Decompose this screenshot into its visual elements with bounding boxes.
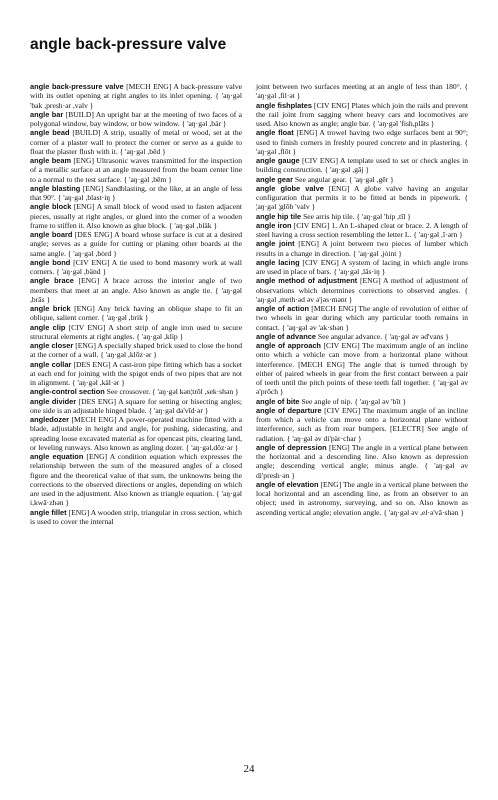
entry-definition: [ENG] A method of adjustment of observations which determines corrections to observed angles. { 'aŋ·gəl ,meth·əd əv ə'jəs·mənt } — [256, 276, 469, 304]
entry-term: angle lacing — [256, 257, 300, 267]
entry-definition: [CIV ENG] A system of lacing in which angle irons are used in place of bars. { 'aŋ·gəl ,lās·iŋ } — [256, 257, 468, 276]
entry-definition: [ENG] The angle in a vertical plane between the horizontal and a descending line. Also known as depression angle; descending vertical angle; minus angle. { 'aŋ·gəl əv di'presh·ən } — [256, 442, 468, 480]
entry-term: angle iron — [256, 220, 292, 230]
entry-term: angle of advance — [256, 331, 316, 341]
entry-term: angle bar — [30, 109, 64, 119]
dictionary-entry — [256, 239, 468, 258]
entry-definition: See angular advance. { 'aŋ·gəl əv əd'vans } — [315, 331, 449, 341]
entry-term: angle clip — [30, 322, 66, 332]
entry-definition: [ENG] A wooden strip, triangular in cross section, which is used to cover the internal — [30, 507, 242, 526]
dictionary-entry — [256, 184, 468, 212]
entry-definition: [CIV ENG] 1. An L-shaped cleat or brace. 2. A length of steel having a cross section resembling the letter L. { 'aŋ·gəl ,ī·ərn } — [256, 220, 468, 239]
entry-term: angle joint — [256, 239, 295, 249]
dictionary-entry — [256, 82, 468, 101]
entry-term: angle bead — [30, 128, 70, 138]
dictionary-entry — [30, 304, 242, 323]
entry-definition: [ENG] The angle in a vertical plane between the local horizontal and an ascending line, as from an observer to an object; used in astronomy, surveying, and so on. Also known as ascending vertical angle; elevation angle. { 'aŋ·gəl əv ,el·ə'vā·shən } — [256, 479, 468, 517]
dictionary-entry — [30, 387, 242, 396]
entry-term: angle board — [30, 230, 73, 239]
entry-definition: [ENG] A trowel having two edge surfaces bent at 90°; used to finish corners in freshly poured concrete and in plastering. { 'aŋ·gəl ,flōt } — [256, 128, 468, 156]
entry-term: angle of depression — [256, 442, 327, 452]
entry-term: angle collar — [30, 359, 72, 369]
dictionary-entry — [256, 258, 468, 277]
entry-term: angle float — [256, 128, 294, 138]
dictionary-entry — [30, 415, 242, 452]
entry-definition: [ENG] A small block of wood used to fasten adjacent pieces, usually at right angles, or glued into the corner of a wooden frame to stiffen it. Also known as glue block. { 'aŋ·gəl ,bläk } — [30, 202, 242, 230]
entry-definition: [ENG] A brace across the interior angle of two members that meet at an angle. Also known as angle tie. { 'aŋ·gəl ,brās } — [30, 276, 242, 304]
dictionary-entry — [256, 406, 468, 443]
dictionary-entry — [30, 258, 242, 277]
dictionary-entry — [256, 175, 468, 184]
dictionary-entry — [30, 202, 242, 230]
dictionary-entry — [256, 212, 468, 221]
entry-term: angle method of adjustment — [256, 276, 358, 286]
dictionary-entry — [30, 341, 242, 360]
dictionary-entry — [30, 452, 242, 508]
dictionary-entry — [30, 508, 242, 527]
entry-term: angle fishplates — [256, 100, 312, 110]
entry-term: angle of approach — [256, 341, 321, 350]
dictionary-entry — [30, 184, 242, 203]
dictionary-entry — [256, 480, 468, 517]
dictionary-entry — [30, 397, 242, 416]
entry-definition: [CIV ENG] A template used to set or check angles in building construction. { 'aŋ·gəl ,gāj } — [256, 156, 468, 175]
entry-term: angle divider — [30, 396, 77, 406]
entry-term: angle block — [30, 202, 72, 212]
entry-term: angle of elevation — [256, 479, 319, 489]
dictionary-entry — [256, 101, 468, 129]
entry-definition: [MECH ENG] A power-operated machine fitted with a blade, adjustable in height and angle, for pushing, sidecasting, and spreading loose excavated material as for opencast pits, clearing land, or leveling runways. Also known as angling dozer. { 'aŋ·gəl,dōz·ər } — [30, 415, 242, 452]
dictionary-entry — [30, 276, 242, 304]
entry-definition: [CIV ENG] The maximum angle of an incline onto which a vehicle can move from a horizontal plane without interference. [MECH ENG] The angle that is turned through by either of paired wheels in gear from the first contact between a pair of teeth until the pitch points of these teeth fall together. { 'aŋ·gəl əv ə'prōch } — [256, 341, 468, 397]
entry-definition: [MECH ENG] The angle of revolution of either of two wheels in gear during which any particular tooth remains in contact. { 'aŋ·gəl əv 'ak·shən } — [256, 304, 468, 332]
entry-term: angle closer — [30, 341, 74, 350]
dictionary-entry — [30, 323, 242, 342]
dictionary-entry — [256, 332, 468, 341]
dictionary-entry — [256, 443, 468, 480]
right-column — [256, 82, 468, 526]
entry-term: angle bond — [30, 257, 71, 267]
dictionary-entry — [256, 156, 468, 175]
entry-definition: [CIV ENG] A short strip of angle iron used to secure structural elements at right angles. { 'aŋ·gəl ,klip } — [30, 322, 243, 341]
entry-term: angle hip tile — [256, 211, 302, 221]
entry-term: angle brick — [30, 304, 71, 313]
entry-term: angle beam — [30, 156, 72, 165]
entry-definition: [ENG] Sandblasting, or the like, at an angle of less that 90°. { 'aŋ·gəl ,blast·iŋ } — [30, 183, 242, 202]
page-number: 24 — [243, 763, 255, 775]
dictionary-entry — [256, 276, 468, 304]
left-column — [30, 82, 242, 526]
entry-definition: [BUILD] A strip, usually of metal or wood, set at the corner of a plaster wall to protect the corner or serve as a guide to float the plaster flush with it. { 'aŋ·gəl ,bēd } — [30, 128, 243, 156]
entry-term: angle gear — [256, 174, 293, 184]
entry-definition: See angle of nip. { 'aŋ·gəl əv 'bīt } — [299, 396, 407, 406]
dictionary-columns — [30, 82, 468, 526]
entry-definition: [DES ENG] A square for setting or bisecting angles; one side is an adjustable hinged blade. { 'aŋ·gəl də'vīd·ər } — [30, 396, 242, 415]
entry-definition: [CIV ENG] Plates which join the rails and prevent the rail joint from sagging where heavy cars and locomotives are used. Also known as angle; angle bar. { 'aŋ·gəl 'fish,plāts } — [256, 100, 468, 128]
entry-term: angle back-pressure valve — [30, 82, 124, 91]
entry-definition: [ENG] Ultrasonic waves transmitted for the inspection of a metallic surface at an angle measured from the beam center line to a normal to the test surface. { 'aŋ·gəl ,bēm } — [30, 156, 242, 184]
entry-definition: joint between two surfaces meeting at an angle of less than 180°. { 'aŋ·gəl ,fil·ət } — [256, 82, 468, 101]
entry-definition: [ENG] A globe valve having an angular configuration that permits it to be fitted at bends in pipework. { ¦aŋ·gəl ¦glōb 'valv } — [256, 183, 468, 212]
entry-term: angle of departure — [256, 405, 322, 415]
entry-definition: [ENG] A specially shaped brick used to close the bond at the corner of a wall. { 'aŋ·gəl ,klōz·ər } — [30, 341, 242, 360]
entry-definition: [ENG] Any brick having an oblique shape to fit an oblique, salient corner. { 'aŋ·gəl ,brik } — [30, 304, 242, 323]
entry-definition: [ENG] A joint between two pieces of lumber which results in a change in direction. { 'aŋ·gəl ,jȯint } — [256, 239, 468, 258]
dictionary-entry — [30, 230, 242, 258]
entry-term: angle equation — [30, 452, 84, 461]
entry-term: angle globe valve — [256, 183, 324, 193]
dictionary-entry — [256, 128, 468, 156]
entry-definition: [DES ENG] A cast-iron pipe fitting which has a socket at each end for joining with the spigot ends of two pipes that are not in alignment. { 'aŋ·gəl ,käl·ər } — [30, 359, 243, 387]
dictionary-entry — [256, 304, 468, 332]
entry-term: angle brace — [30, 276, 74, 286]
entry-definition: [MECH ENG] A back-pressure valve with its outlet opening at right angles to its inlet opening. { 'aŋ·gəl 'bak ,presh·ər ,valv } — [30, 82, 242, 110]
entry-definition: See angular gear. { 'aŋ·gəl ,gēr } — [292, 174, 394, 184]
dictionary-entry — [256, 221, 468, 240]
entry-term: angle-control section — [30, 387, 105, 397]
dictionary-entry — [256, 341, 468, 397]
entry-term: angledozer — [30, 415, 70, 424]
entry-term: angle of bite — [256, 396, 300, 406]
entry-term: angle blasting — [30, 183, 81, 193]
entry-definition: See arris hip tile. { 'aŋ·gəl 'hip ,tīl } — [301, 211, 411, 221]
entry-term: angle gauge — [256, 156, 300, 165]
entry-definition: [CIV ENG] The maximum angle of an incline from which a vehicle can move onto a horizontal plane without interference, such as from rear bumpers. [ELECTR] See angle of radiation. { 'aŋ·gəl əv di'pär·char } — [256, 405, 468, 443]
entry-definition: [BUILD] An upright bar at the meeting of two faces of a polygonal window, bay window, or bow window. { 'aŋ·gəl ,bär } — [30, 109, 243, 128]
entry-definition: [CIV ENG] A tie used to bond masonry work at wall corners. { 'aŋ·gəl ,bänd } — [30, 257, 242, 276]
dictionary-entry — [256, 397, 468, 406]
entry-definition: [DES ENG] A board whose surface is cut at a desired angle; serves as a guide for cutting or planing other boards at the same angle. { 'aŋ·gəl ,bȯrd } — [30, 230, 242, 258]
entry-definition: See crossover. { 'aŋ·gəl kən¦trōl ,sek·shən } — [104, 387, 239, 397]
dictionary-entry — [30, 360, 242, 388]
dictionary-entry — [30, 82, 242, 110]
entry-term: angle of action — [256, 304, 309, 313]
dictionary-entry — [30, 110, 242, 129]
dictionary-entry — [30, 156, 242, 184]
dictionary-entry — [30, 128, 242, 156]
page-header: angle back-pressure valve — [30, 36, 227, 53]
entry-term: angle fillet — [30, 507, 67, 517]
entry-definition: [ENG] A condition equation which expresses the relationship between the sum of the measured angles of a closed figure and the theoretical value of that sum, the unknowns being the corrections to the observed directions or angles, depending on which are used in the adjustment. Also known as triangle equation. { 'aŋ·gəl i,kwā·zhən } — [30, 452, 242, 508]
